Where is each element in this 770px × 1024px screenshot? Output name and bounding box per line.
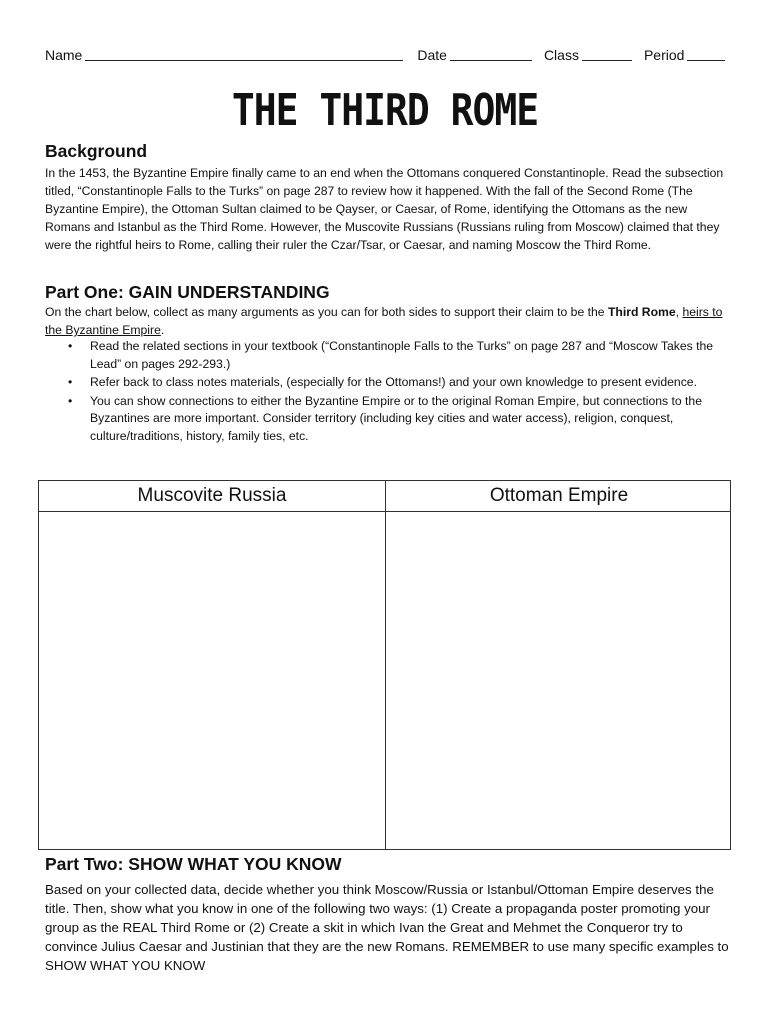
part-two-heading: Part Two: SHOW WHAT YOU KNOW [45, 854, 342, 874]
class-label: Class [543, 47, 579, 63]
intro-end: . [160, 323, 165, 337]
part-two-paragraph: Based on your collected data, decide whether you think Moscow/Russia or Istanbul/Ottoman Empire deserves the title. Then, show what you know in one of the following two ways: (1) Create a propaganda poster promoting your group as the REAL Third Rome or (2) Create a skit in which Ivan the Great and Mehmet the Conqueror try to convince Julius Caesar and Justinian that they are the new Romans. REMEMBER to use many specific examples to SHOW WHAT YOU KNOW [45, 882, 729, 973]
list-item [68, 393, 725, 446]
muscovite-answer-cell[interactable] [39, 512, 385, 849]
part-two-text [45, 880, 735, 975]
list-item-text: You can show connections to either the Byzantine Empire or to the original Roman Empire, but connections to the Byzantines are more important. Consider territory (including key cities and water access), religion, conquest, culture/traditions, history, family ties, etc. [90, 393, 702, 443]
list-item [68, 338, 725, 373]
background-heading: Background [45, 141, 148, 161]
list-item-text: Refer back to class notes materials, (especially for the Ottomans!) and your own knowledge to present evidence. [90, 375, 697, 389]
ottoman-answer-cell[interactable] [386, 512, 730, 849]
bullet-icon: • [68, 339, 73, 353]
chart-header-ottoman: Ottoman Empire [489, 485, 629, 506]
name-label: Name [45, 47, 83, 63]
date-blank[interactable] [450, 46, 532, 61]
intro-bold: Third Rome [607, 305, 676, 319]
part-one-intro-paragraph [45, 303, 725, 339]
intro-start: On the chart below, collect as many arguments as you can for both sides to support their claim to be the [45, 305, 608, 319]
period-blank[interactable] [687, 46, 725, 61]
comparison-chart [38, 480, 731, 850]
part-one-heading: Part One: GAIN UNDERSTANDING [45, 282, 330, 302]
student-info-line [45, 46, 735, 63]
background-paragraph: In the 1453, the Byzantine Empire finally came to an end when the Ottomans conquered Constantinople. Read the subsection titled, “Constantinople Falls to the Turks” on page 287 to review how it happened. With the fall of the Second Rome (The Byzantine Empire), the Ottoman Sultan claimed to be Qayser, or Caesar, of Rome, identifying the Ottomans as the new Romans and Istanbul as the Third Rome. However, the Muscovite Russians (Russians ruling from Moscow) claimed that they were the rightful heirs to Rome, calling their ruler the Czar/Tsar, or Caesar, and naming Moscow the Third Rome. [45, 166, 724, 252]
instruction-list [68, 338, 725, 446]
part-one-intro [45, 303, 725, 339]
background-text [45, 164, 725, 254]
intro-comma: , [675, 305, 683, 319]
intro-underline: heirs to the Byzantine Empire [45, 305, 723, 337]
list-item-text: Read the related sections in your textbook (“Constantinople Falls to the Turks” on page 287 and “Moscow Takes the Lead” on pages 292-293.) [90, 339, 714, 371]
list-item [68, 374, 725, 392]
bullet-icon: • [68, 393, 73, 408]
bullet-icon: • [68, 375, 73, 389]
page-title: THE THIRD ROME [231, 84, 539, 136]
chart-header-muscovite: Muscovite Russia [137, 485, 287, 506]
class-blank[interactable] [582, 46, 632, 61]
date-label: Date [417, 47, 447, 63]
period-label: Period [643, 47, 685, 63]
name-blank[interactable] [85, 46, 403, 61]
